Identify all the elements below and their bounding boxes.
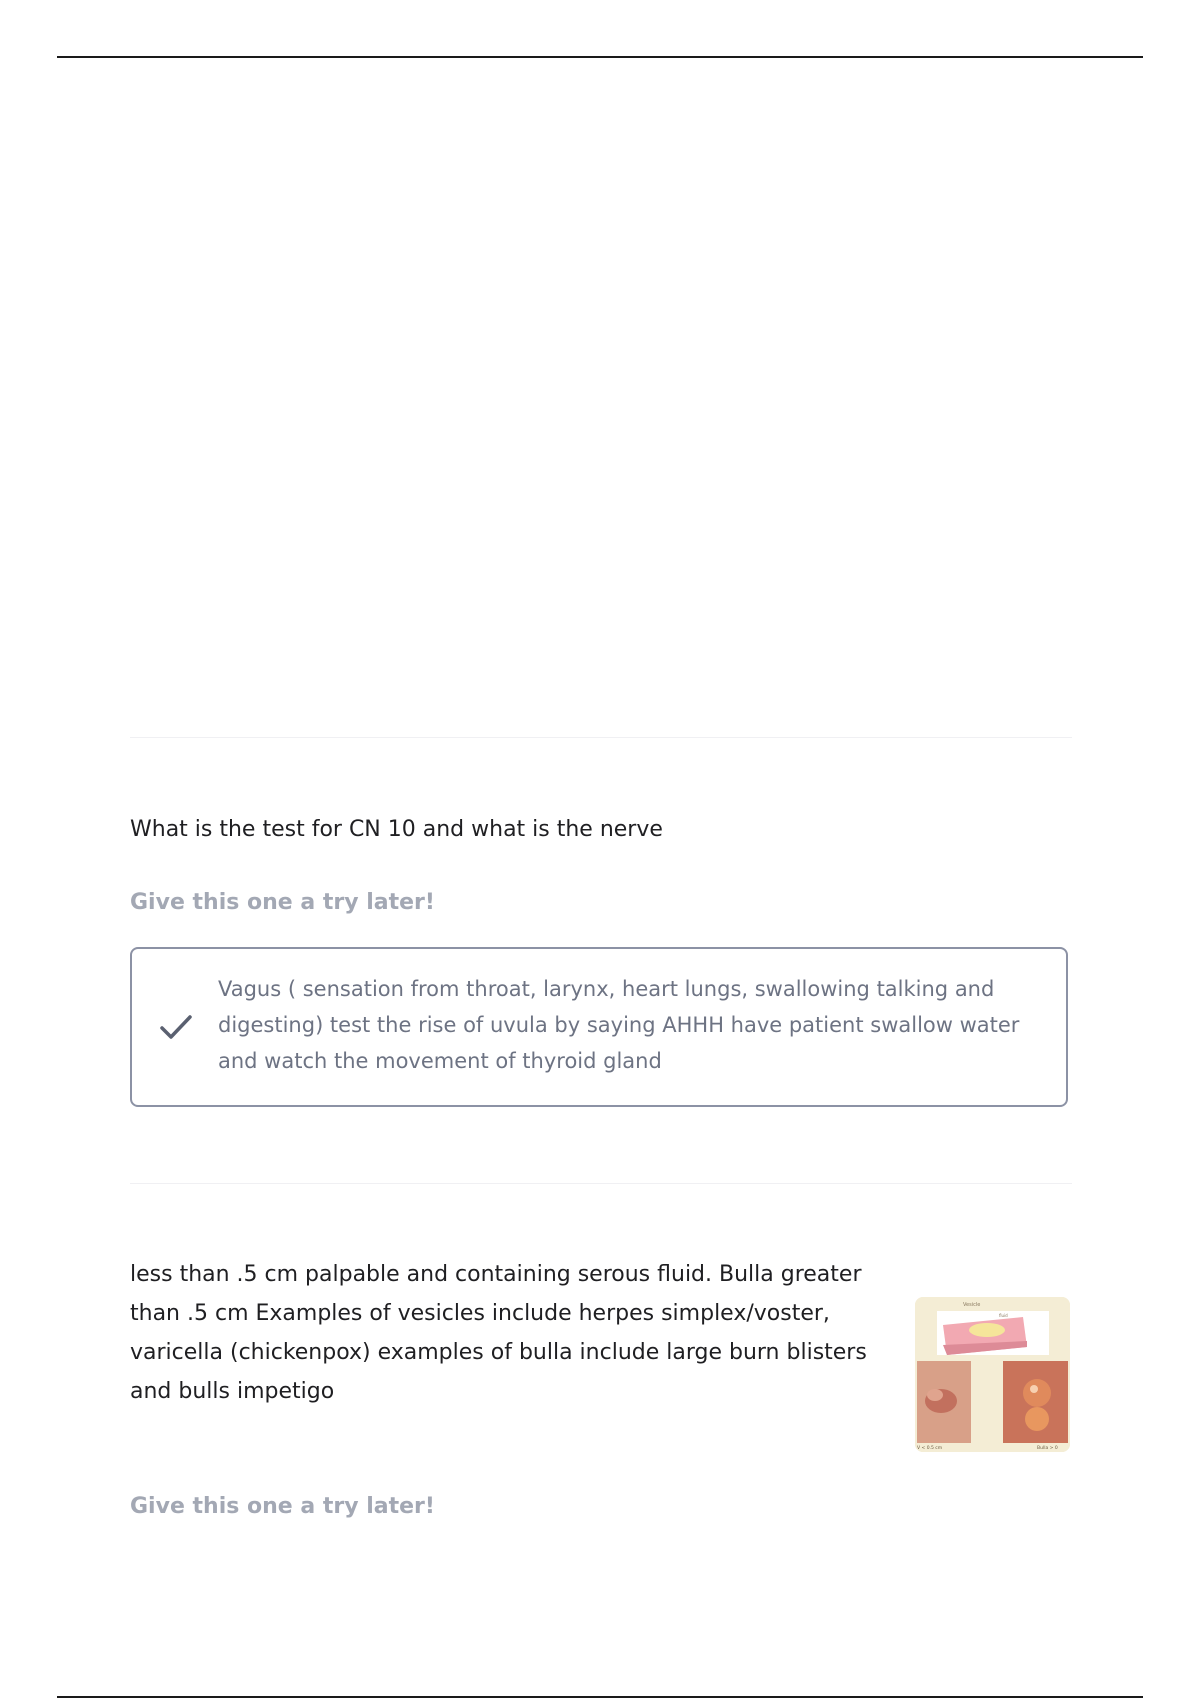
page-top-rule xyxy=(57,56,1143,58)
svg-text:V < 0.5 cm: V < 0.5 cm xyxy=(917,1446,943,1451)
svg-text:fluid: fluid xyxy=(999,1313,1008,1318)
svg-text:Vesicle: Vesicle xyxy=(963,1302,981,1308)
card-question: What is the test for CN 10 and what is the nerve xyxy=(130,817,663,842)
answer-option[interactable] xyxy=(130,947,1068,1107)
page-bottom-rule xyxy=(57,1696,1143,1698)
card-divider xyxy=(130,737,1072,738)
try-later-button[interactable]: Give this one a try later! xyxy=(130,890,435,915)
svg-text:Bulla > 0: Bulla > 0 xyxy=(1037,1446,1058,1451)
answer-text: Vagus ( sensation from throat, larynx, heart lungs, swallowing talking and digesting) test the rise of uvula by saying AHHH have patient swallow water and watch the movement of thyroid gland xyxy=(218,977,1020,1073)
try-later-button[interactable]: Give this one a try later! xyxy=(130,1494,435,1519)
vesicle-bulla-illustration xyxy=(915,1297,1070,1452)
vesicle-bulla-thumbnail[interactable] xyxy=(915,1297,1070,1452)
check-icon xyxy=(158,1011,194,1043)
card-divider xyxy=(130,1183,1072,1184)
card-question: less than .5 cm palpable and containing serous fluid. Bulla greater than .5 cm Examples of vesicles include herpes simplex/voster, varicella (chickenpox) examples of bulla include large burn blisters and bulls impetigo xyxy=(130,1262,867,1404)
